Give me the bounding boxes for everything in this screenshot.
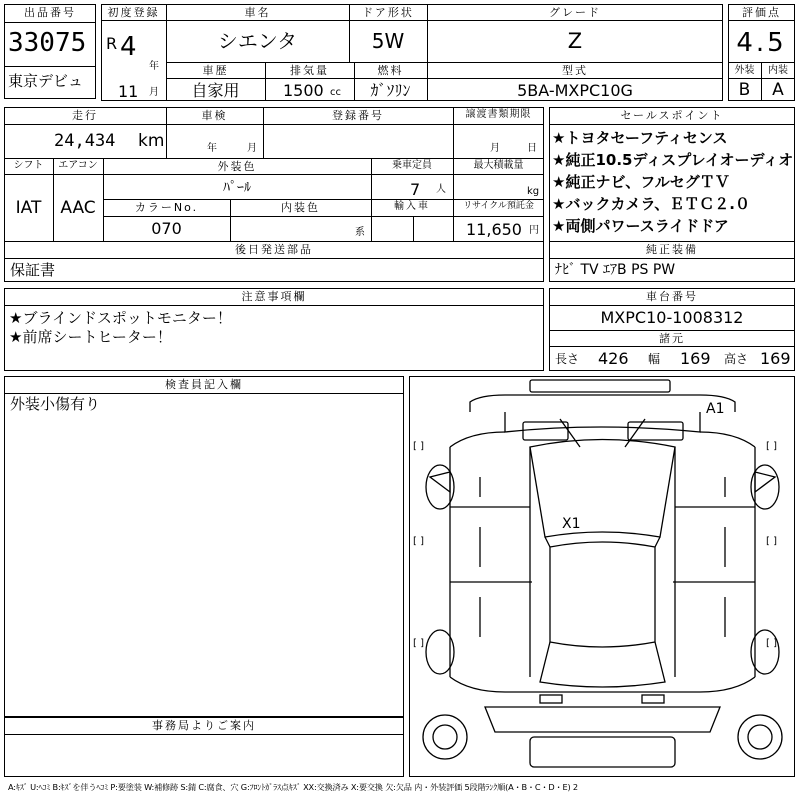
bracket-mark: [ ] [766,638,777,649]
car-name-label: 車名 [244,6,271,19]
inspector-label: 検査員記入欄 [165,378,243,391]
equipment: ﾅﾋﾞ TV ｴｱB PS PW [555,262,676,278]
note-item: ★前席シートヒーター！ [9,328,172,346]
reg-month: 11 [118,82,139,101]
sales-point-item: ★純正10.5ディスプレイオーディオ [552,151,794,169]
bracket-mark: [ ] [766,536,777,547]
first-reg-label: 初度登録 [107,6,160,19]
recycle-unit: 円 [529,225,539,236]
car-name: シエンタ [217,29,298,53]
exterior-grade: B [738,80,751,100]
recycle-deposit-label: リサイクル預託金 [463,201,534,211]
exterior-grade-label: 外装 [734,65,755,76]
notes-label: 注意事項欄 [241,290,307,303]
transfer-day-unit: 日 [527,143,537,154]
registration-number-label: 登録番号 [332,109,384,122]
history: 自家用 [191,81,240,100]
exterior-color-label: 外装色 [217,160,257,173]
sales-point-item: ★バックカメラ、ＥＴＣ２.０ [552,195,750,213]
width-label: 幅 [648,352,661,366]
capacity-label: 乗車定員 [392,160,432,171]
interior-grade: A [772,80,784,100]
door-label: ドア形状 [362,6,414,19]
shift: IAT [15,198,42,218]
color-number-label: カラーNo. [134,201,199,214]
interior-color-label: 内装色 [281,201,320,214]
transfer-deadline-label: 譲渡書類期限 [465,109,532,120]
grade-label: グレード [549,6,601,19]
lot-number-label: 出品番号 [24,6,76,19]
sales-point-item: ★トヨタセーフティセンス [552,129,728,147]
mileage: 24,434 [54,131,116,151]
displacement-unit: cc [330,87,341,98]
import-label: 輸入車 [394,201,430,212]
model-code: 5BA-MXPC10G [517,81,633,100]
capacity: 7 [410,180,421,199]
sales-point-item: ★純正ナビ、フルセグＴＶ [552,173,730,191]
note-item: ★ブラインドスポットモニター！ [9,309,232,327]
displacement: 1500 [283,81,324,100]
length-label: 長さ [555,352,580,366]
sales-point-item: ★両側パワースライドドア [552,217,729,235]
equipment-label: 純正装備 [646,243,698,256]
debut-label: 東京デビュ [8,72,84,90]
inspector-box [4,376,404,717]
height-label: 高さ [724,352,749,366]
interior-grade-label: 内装 [768,65,788,76]
bracket-mark: [ ] [413,441,424,452]
car-body-diagram [410,377,794,776]
sales-points-label: セールスポイント [620,109,724,122]
era-prefix: R [106,34,118,53]
car-diagram [409,376,795,777]
inspection-label: 車検 [201,109,228,122]
length: 426 [598,349,629,368]
max-load-unit: kg [527,186,540,197]
recycle-deposit: 11,650 [466,220,522,239]
inspection-year-unit: 年 [207,143,217,154]
later-parts: 保証書 [10,261,56,279]
shift-label: シフト [13,160,44,171]
max-load-label: 最大積載量 [473,160,524,171]
grade: Z [567,29,583,53]
bracket-mark: [ ] [413,536,424,547]
damage-legend: A:ｷｽﾞ U:ﾍｺﾐ B:ｷｽﾞを伴うﾍｺﾐ P:要塗装 W:補修跡 S:錆 C:腐食、穴 G:ﾌﾛﾝﾄｶﾞﾗｽ点ｷｽﾞ XX:交換済み X:要交換 欠:欠品 内・外装評価 5段階ﾗﾝｸ順(A・B・C・D・E) 2 [8,782,578,792]
bracket-mark: [ ] [766,441,777,452]
width: 169 [680,349,711,368]
mileage-label: 走行 [72,109,98,122]
lot-number: 33075 [8,28,87,58]
fuel-label: 燃料 [377,64,404,77]
displacement-label: 排気量 [290,64,329,77]
model-label: 型式 [562,64,588,77]
damage-mark-center: X1 [562,516,581,532]
inspection-month-unit: 月 [247,143,257,154]
reg-year: 4 [120,32,137,62]
score-label: 評価点 [742,6,781,19]
transfer-month-unit: 月 [490,143,500,154]
aircon: AAC [60,198,96,218]
aircon-label: エアコン [58,160,98,171]
damage-mark-front: A1 [706,401,725,417]
mileage-unit: km [138,131,165,151]
interior-color-unit: 系 [355,227,365,238]
score: 4.5 [736,28,787,58]
dimensions-label: 諸元 [659,332,685,345]
month-unit: 月 [149,87,159,98]
inspector-text: 外装小傷有り [10,395,101,413]
office-label: 事務局よりご案内 [152,719,256,732]
bracket-mark: [ ] [413,638,424,649]
later-parts-label: 後日発送部品 [235,243,313,256]
year-unit: 年 [149,61,159,72]
chassis-number: MXPC10-1008312 [600,308,744,327]
chassis-number-label: 車台番号 [646,290,698,303]
fuel: ｶﾞｿﾘﾝ [370,81,411,100]
height: 169 [760,349,791,368]
color-number: 070 [151,219,182,238]
door-type: 5W [371,29,405,53]
capacity-unit: 人 [436,184,446,195]
exterior-color: ﾊﾟｰﾙ [223,180,251,196]
history-label: 車歴 [202,64,229,77]
